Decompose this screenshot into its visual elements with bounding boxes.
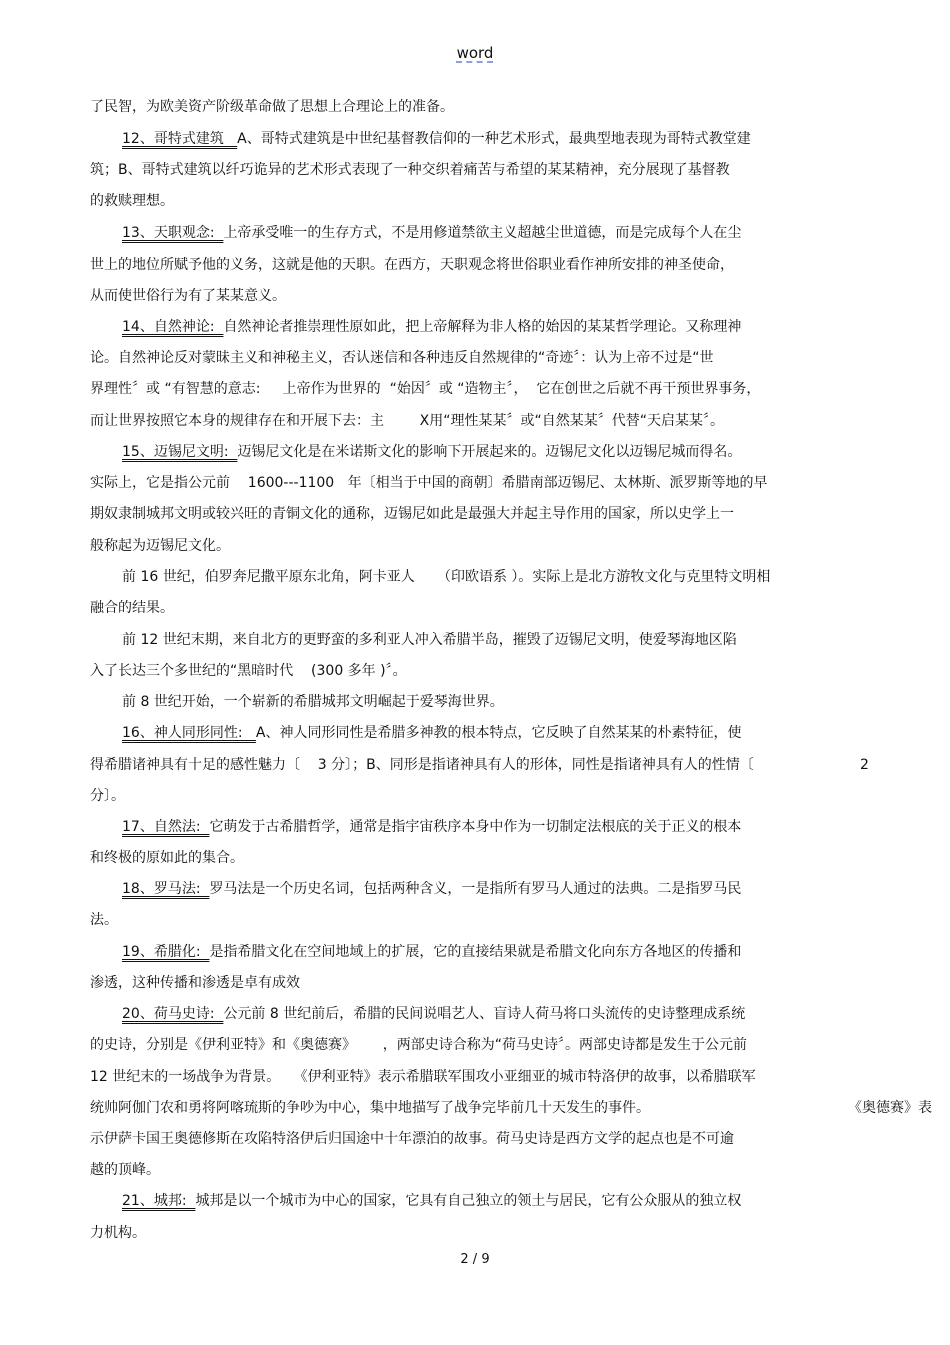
text-line	[90, 349, 714, 367]
line-text: 前 8 世纪开始，一个崭新的希腊城邦文明崛起于爱琴海世界。	[122, 694, 504, 710]
text-line	[90, 974, 300, 992]
text-line	[90, 1161, 160, 1179]
line-text: 渗透，这种传播和渗透是卓有成效	[90, 975, 300, 991]
line-text: 筑；B、哥特式建筑以纤巧诡异的艺术形式表现了一种交织着痛苦与希望的某某精神，充分展现了基督教	[90, 162, 730, 178]
term-heading: 15、迈锡尼文明:	[122, 444, 238, 460]
line-text: 般称起为迈锡尼文化。	[90, 538, 230, 554]
term-heading: 12、哥特式建筑	[122, 131, 238, 147]
text-line	[90, 505, 734, 523]
text-line	[90, 192, 174, 210]
term-line	[122, 818, 741, 836]
text-line	[90, 599, 174, 617]
text-line	[90, 380, 760, 398]
term-line	[122, 443, 741, 461]
text-line	[90, 756, 754, 774]
term-line	[122, 724, 741, 742]
term-heading: 21、城邦:	[122, 1193, 196, 1209]
line-text: 而让世界按照它本身的规律存在和开展下去：主 X用“理性某某〞或“自然某某〞代替“天启某某〞。	[90, 413, 724, 429]
line-text: 世上的地位所赋予他的义务，这就是他的天职。在西方，天职观念将世俗职业看作神所安排的神圣使命，	[90, 257, 734, 273]
term-heading: 19、希腊化:	[122, 944, 210, 960]
line-text: 公元前 8 世纪前后，希腊的民间说唱艺人、盲诗人荷马将口头流传的史诗整理成系统	[223, 1006, 746, 1022]
text-line	[90, 537, 230, 555]
line-text: 迈锡尼文化是在米诺斯文化的影响下开展起来的。迈锡尼文化以迈锡尼城而得名。	[237, 444, 742, 460]
line-text: 的救赎理想。	[90, 193, 174, 209]
line-text: 前 16 世纪，伯罗奔尼撒平原东北角，阿卡亚人 （印欧语系 ）。实际上是北方游牧文化与克里特文明相	[122, 569, 771, 585]
text-line	[122, 631, 737, 649]
text-line	[90, 1036, 747, 1054]
term-heading: 18、罗马法:	[122, 881, 210, 897]
text-line	[90, 787, 125, 805]
term-heading: 20、荷马史诗:	[122, 1006, 224, 1022]
line-text: 示伊萨卡国王奥德修斯在攻陷特洛伊后归国途中十年漂泊的故事。荷马史诗是西方文学的起点也是不可逾	[90, 1131, 734, 1147]
line-text: 从而使世俗行为有了某某意义。	[90, 288, 286, 304]
line-text: 界理性〞或 “有智慧的意志: 上帝作为世界的 “始因〞或 “造物主〞， 它在创世之后就不再干预世界事务，	[90, 381, 761, 397]
line-text: 了民智，为欧美资产阶级革命做了思想上合理论上的准备。	[90, 99, 454, 115]
line-text: 实际上，它是指公元前 1600---1100 年〔相当于中国的商朝〕希腊南部迈锡尼、太林斯、派罗斯等地的早	[90, 475, 768, 491]
term-heading: 17、自然法:	[122, 819, 210, 835]
text-line	[90, 1068, 756, 1086]
line-text: 得希腊诸神具有十足的感性魅力〔 3 分〕；B、同形是指诸神具有人的形体，同性是指诸神具有人的性情〔	[90, 757, 754, 773]
line-text: 上帝承受唯一的生存方式，不是用修道禁欲主义超越尘世道德，而是完成每个人在尘	[223, 225, 742, 241]
line-text: 它萌发于古希腊哲学，通常是指宇宙秩序本身中作为一切制定法根底的关于正义的根本	[209, 819, 742, 835]
text-line	[90, 98, 454, 116]
line-text: 越的顶峰。	[90, 1162, 160, 1178]
text-line	[90, 662, 407, 680]
term-heading: 13、天职观念:	[122, 225, 224, 241]
line-text: 入了长达三个多世纪的“黑暗时代 (300 多年 )〞。	[90, 663, 407, 679]
line-text: 前 12 世纪末期，来自北方的更野蛮的多利亚人冲入希腊半岛，摧毁了迈锡尼文明，使爱琴海地区陷	[122, 632, 737, 648]
line-text: 是指希腊文化在空间地域上的扩展，它的直接结果就是希腊文化向东方各地区的传播和	[209, 944, 742, 960]
line-text: 12 世纪末的一场战争为背景。 《伊利亚特》表示希腊联军围攻小亚细亚的城市特洛伊的故事，以希腊联军	[90, 1069, 756, 1085]
term-line	[122, 880, 741, 898]
text-line	[90, 1224, 146, 1242]
text-line	[90, 287, 286, 305]
text-line	[90, 1130, 734, 1148]
text-line	[90, 849, 244, 867]
line-text: 罗马法是一个历史名词，包括两种含义，一是指所有罗马人通过的法典。二是指罗马民	[209, 881, 742, 897]
line-text: 统帅阿伽门农和勇将阿喀琉斯的争吵为中心，集中地描写了战争完毕前几十天发生的事件。	[90, 1100, 650, 1116]
term-line	[122, 130, 751, 148]
line-text: A、神人同形同性是希腊多神教的根本特点，它反映了自然某某的朴素特征，使	[255, 725, 742, 741]
term-line	[122, 224, 741, 242]
line-text: 和终极的原如此的集合。	[90, 850, 244, 866]
term-line	[122, 943, 741, 961]
line-text: 自然神论者推崇理性原如此，把上帝解释为非人格的始因的某某哲学理论。又称理神	[223, 319, 742, 335]
text-line	[90, 412, 724, 430]
term-heading: 16、神人同形同性:	[122, 725, 256, 741]
line-text: 的史诗，分别是《伊利亚特》和《奥德赛》 ，两部史诗合称为“荷马史诗〞。两部史诗都是发生于公元前	[90, 1037, 747, 1053]
term-line	[122, 318, 741, 336]
text-line	[90, 256, 734, 274]
term-line	[122, 1005, 745, 1023]
line-text: 分〕。	[90, 788, 125, 804]
header-title: word	[456, 44, 494, 62]
line-text: 融合的结果。	[90, 600, 174, 616]
line-text: 期奴隶制城邦文明或较兴旺的青铜文化的通称，迈锡尼如此是最强大并起主导作用的国家，所以史学上一	[90, 506, 734, 522]
line-text-right: 《奥德赛》表	[848, 1100, 932, 1116]
term-heading: 14、自然神论:	[122, 319, 224, 335]
line-text: 城邦是以一个城市为中心的国家，它具有自己独立的领土与居民，它有公众服从的独立权	[195, 1193, 742, 1209]
term-line	[122, 1192, 741, 1210]
line-text: 力机构。	[90, 1225, 146, 1241]
text-line	[90, 911, 118, 929]
line-text: A、哥特式建筑是中世纪基督教信仰的一种艺术形式，最典型地表现为哥特式教堂建	[237, 131, 751, 147]
page-header	[0, 44, 950, 62]
line-text: 论。自然神论反对蒙昧主义和神秘主义，否认迷信和各种违反自然规律的“奇迹〞：认为上帝不过是“世	[90, 350, 714, 366]
text-line	[122, 568, 770, 586]
text-line	[90, 474, 768, 492]
text-line	[122, 693, 504, 711]
line-text: 法。	[90, 912, 118, 928]
text-line	[90, 1099, 650, 1117]
text-line	[90, 161, 730, 179]
line-text-right: 2	[860, 757, 869, 773]
page-number: 2 / 9	[460, 1252, 490, 1267]
